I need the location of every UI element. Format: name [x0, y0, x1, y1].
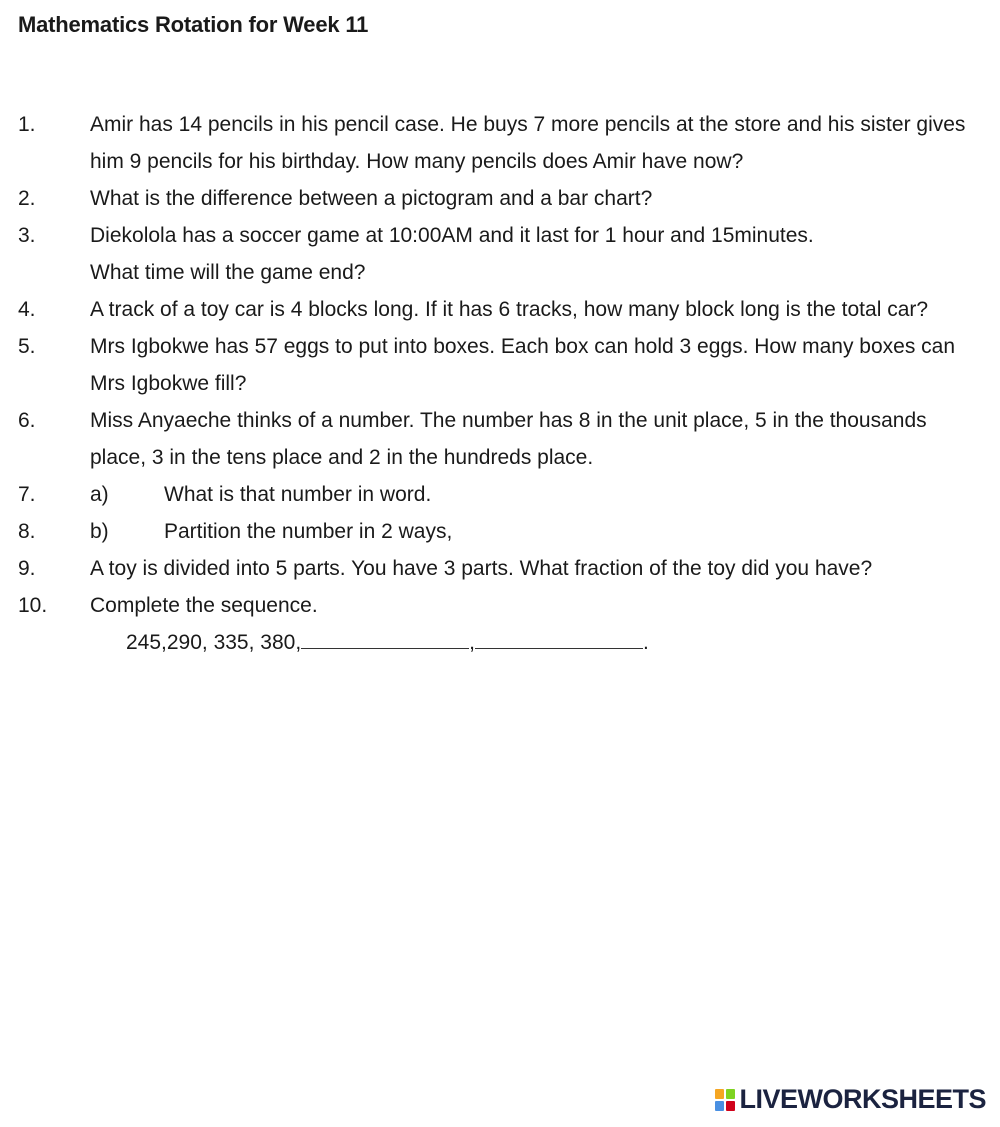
logo-grid-icon	[715, 1089, 735, 1111]
question-text: Diekolola has a soccer game at 10:00AM and it last for 1 hour and 15minutes. What time will the game end?	[90, 224, 814, 284]
sequence-separator: ,	[469, 631, 476, 654]
question-number: 4.	[18, 298, 36, 321]
question-9	[18, 550, 978, 587]
logo-text: LIVEWORKSHEETS	[739, 1084, 986, 1114]
question-text: A track of a toy car is 4 blocks long. If it has 6 tracks, how many block long is the total car?	[90, 298, 929, 321]
question-text: What is that number in word.	[164, 483, 432, 506]
question-1	[18, 106, 978, 180]
answer-blank-2[interactable]	[475, 630, 643, 649]
question-2	[18, 180, 978, 217]
question-5	[18, 328, 978, 402]
liveworksheets-logo	[715, 1084, 986, 1115]
question-number: 9.	[18, 557, 36, 580]
question-number: 1.	[18, 113, 36, 136]
sequence-values: 245,290, 335, 380,	[126, 631, 302, 654]
question-text: Mrs Igbokwe has 57 eggs to put into boxes. Each box can hold 3 eggs. How many boxes can Mrs Igbokwe fill?	[90, 335, 956, 395]
logo-square	[715, 1089, 724, 1099]
sequence-line	[18, 624, 978, 661]
question-text: What is the difference between a pictogram and a bar chart?	[90, 187, 653, 210]
question-number: 2.	[18, 187, 36, 210]
logo-square	[715, 1101, 724, 1111]
question-7	[18, 476, 978, 513]
question-list	[18, 106, 978, 661]
question-number: 6.	[18, 409, 36, 432]
question-text: Partition the number in 2 ways,	[164, 520, 453, 543]
logo-square	[726, 1101, 735, 1111]
question-number: 5.	[18, 335, 36, 358]
question-number: 8.	[18, 520, 36, 543]
answer-blank-1[interactable]	[301, 630, 469, 649]
question-6	[18, 402, 978, 476]
question-8	[18, 513, 978, 550]
sub-question-label: b)	[90, 520, 109, 543]
question-text: A toy is divided into 5 parts. You have 3 parts. What fraction of the toy did you have?	[90, 557, 873, 580]
question-number: 3.	[18, 224, 36, 247]
question-4	[18, 291, 978, 328]
question-10	[18, 587, 978, 624]
question-3	[18, 217, 978, 291]
sub-question-label: a)	[90, 483, 109, 506]
logo-square	[726, 1089, 735, 1099]
question-number: 10.	[18, 594, 48, 617]
question-text: Amir has 14 pencils in his pencil case. He buys 7 more pencils at the store and his sister gives him 9 pencils for his birthday. How many pencils does Amir have now?	[90, 113, 966, 173]
question-text: Complete the sequence.	[90, 594, 318, 617]
page-title: Mathematics Rotation for Week 11	[18, 12, 369, 37]
question-number: 7.	[18, 483, 36, 506]
question-text: Miss Anyaeche thinks of a number. The number has 8 in the unit place, 5 in the thousands place, 3 in the tens place and 2 in the hundreds place.	[90, 409, 927, 469]
sequence-end: .	[643, 631, 649, 654]
